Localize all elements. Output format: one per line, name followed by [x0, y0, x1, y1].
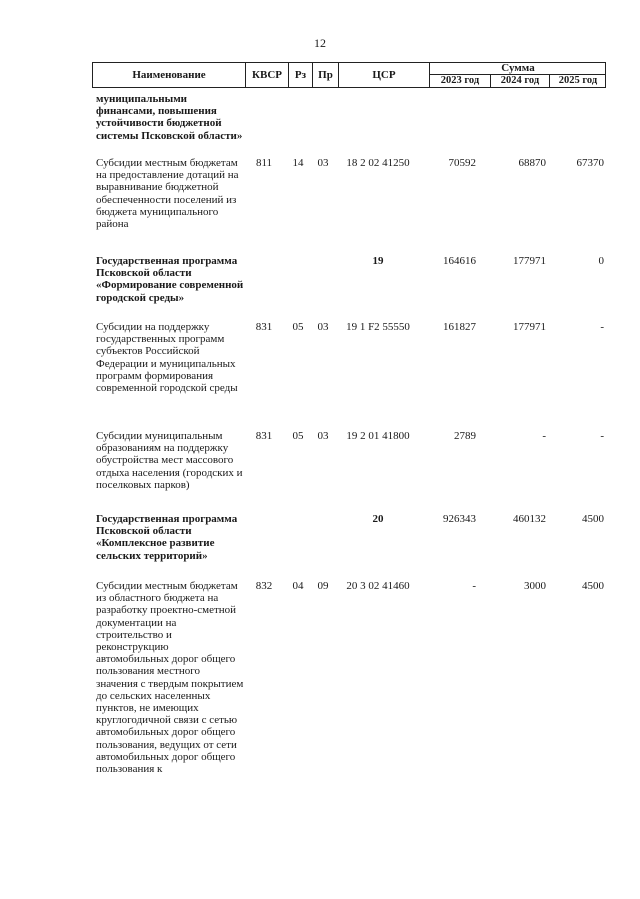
- row-2024: 460132: [513, 513, 546, 525]
- page-number: 12: [314, 36, 326, 50]
- row-csr: 19 2 01 41800: [346, 430, 410, 442]
- header-csr: ЦСР: [338, 63, 429, 87]
- row-kvsr: 831: [255, 430, 273, 442]
- header-pr: Пр: [312, 63, 338, 87]
- row-name: Субсидии местным бюджетам из областного бюджета на разработку проектно-сметной документации на строительство и реконструкцию автомобильных дорог общего пользования местного значения с твердым покрытием до сельских населенных пунктов, не имеющих круглогодичной связи с сетью автомобильных дорог общего пользования, ведущих от сети автомобильных дорог общего пользования к: [96, 580, 244, 776]
- row-2024: 3000: [524, 580, 546, 592]
- row-name: Государственная программа Псковской области «Комплексное развитие сельских территорий»: [96, 513, 238, 562]
- row-kvsr: 832: [255, 580, 273, 592]
- header-rz: Рз: [288, 63, 312, 87]
- row-csr: 20 3 02 41460: [346, 580, 410, 592]
- header-name: Наименование: [132, 69, 206, 81]
- row-csr: 20: [372, 513, 384, 525]
- row-2023: 926343: [443, 513, 476, 525]
- row-pr: 03: [317, 321, 329, 333]
- row-2024: 177971: [513, 321, 546, 333]
- row-pr: 03: [317, 430, 329, 442]
- row-2025: 67370: [576, 157, 604, 169]
- row-rz: 14: [292, 157, 304, 169]
- row-2024: -: [542, 430, 546, 442]
- row-kvsr: 831: [255, 321, 273, 333]
- row-2025: -: [600, 321, 604, 333]
- row-2023: 164616: [443, 255, 476, 267]
- header-2025: 2025 год: [549, 75, 606, 87]
- row-name: Государственная программа Псковской области «Формирование современной городской среды»: [96, 255, 244, 304]
- row-rz: 05: [292, 321, 304, 333]
- row-csr: 19: [372, 255, 384, 267]
- row-2024: 177971: [513, 255, 546, 267]
- row-2023: 161827: [443, 321, 476, 333]
- header-2024: 2024 год: [490, 75, 549, 87]
- row-2025: 4500: [582, 513, 604, 525]
- row-rz: 04: [292, 580, 304, 592]
- row-2025: 4500: [582, 580, 604, 592]
- row-name: Субсидии муниципальным образованиям на поддержку обустройства мест массового отдыха населения (городских и поселковых парков): [96, 430, 243, 491]
- header-sum-group: [429, 63, 606, 87]
- row-name: муниципальными финансами, повышения устойчивости бюджетной системы Псковской области»: [96, 93, 243, 142]
- row-rz: 05: [292, 430, 304, 442]
- header-kvsr: КВСР: [245, 63, 288, 87]
- row-2023: -: [472, 580, 476, 592]
- table-header: [92, 62, 606, 88]
- row-name: Субсидии на поддержку государственных программ субъектов Российской Федерации и муниципальных программ формирования современной городской среды: [96, 321, 238, 395]
- row-2023: 70592: [448, 157, 476, 169]
- header-2023: 2023 год: [440, 75, 480, 86]
- row-2023: 2789: [454, 430, 476, 442]
- row-csr: 19 1 F2 55550: [346, 321, 410, 333]
- row-kvsr: 811: [255, 157, 273, 169]
- row-2025: -: [600, 430, 604, 442]
- row-2025: 0: [598, 255, 604, 267]
- row-csr: 18 2 02 41250: [346, 157, 410, 169]
- row-pr: 03: [317, 157, 329, 169]
- row-pr: 09: [317, 580, 329, 592]
- header-sum: Сумма: [430, 63, 606, 75]
- row-2024: 68870: [518, 157, 546, 169]
- row-name: Субсидии местным бюджетам на предоставление дотаций на выравнивание бюджетной обеспеченности поселений из бюджета муниципального района: [96, 157, 239, 231]
